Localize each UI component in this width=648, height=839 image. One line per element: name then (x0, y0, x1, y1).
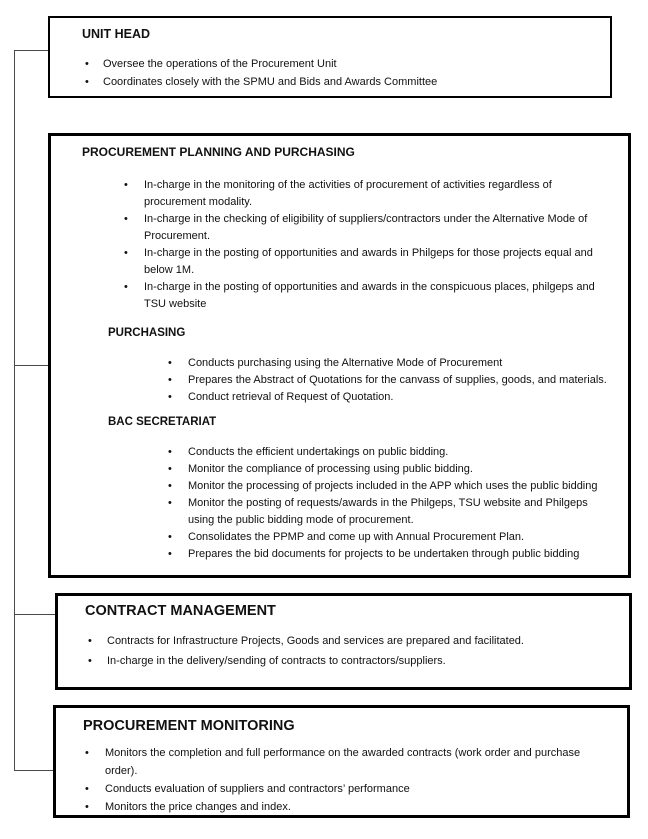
list-item-text: Conducts evaluation of suppliers and contractors’ performance (105, 783, 410, 795)
list-item-text: Monitors the completion and full performance on the awarded contracts (work order and purchase order). (105, 747, 581, 777)
bullet-icon: • (168, 374, 172, 386)
list-item (168, 478, 614, 495)
contract-management-list (88, 631, 609, 671)
connector-stub-contract (14, 614, 55, 615)
bullet-icon: • (168, 531, 172, 543)
list-item-text: Monitors the price changes and index. (105, 801, 291, 813)
procurement-planning-box (48, 133, 631, 578)
connector-stub-planning (14, 365, 49, 366)
list-item-text: Monitor the processing of projects included in the APP which uses the public bidding (188, 480, 598, 492)
list-item (168, 389, 614, 406)
procurement-monitoring-list (85, 744, 597, 816)
bullet-icon: • (168, 357, 172, 369)
list-item (168, 372, 614, 389)
bullet-icon: • (168, 497, 172, 509)
list-item-text: In-charge in the checking of eligibility of suppliers/contractors under the Alternative Mode of Procurement. (144, 213, 588, 242)
procurement-monitoring-box (53, 705, 630, 818)
bullet-icon: • (85, 747, 89, 759)
contract-management-box (55, 593, 632, 690)
list-item-text: Prepares the Abstract of Quotations for the canvass of supplies, goods, and materials. (188, 374, 607, 386)
list-item (124, 177, 616, 211)
list-item (85, 55, 600, 73)
list-item-text: Contracts for Infrastructure Projects, Goods and services are prepared and facilitated. (107, 635, 524, 647)
list-item-text: In-charge in the posting of opportunities and awards in the conspicuous places, philgeps and TSU website (144, 281, 595, 310)
bullet-icon: • (88, 655, 92, 667)
list-item-text: Coordinates closely with the SPMU and Bids and Awards Committee (103, 76, 438, 88)
bullet-icon: • (85, 58, 89, 70)
connector-stub-unit-head (14, 50, 48, 51)
unit-head-box (48, 16, 612, 98)
list-item-text: Monitor the compliance of processing using public bidding. (188, 463, 473, 475)
bullet-icon: • (85, 783, 89, 795)
bullet-icon: • (124, 213, 128, 225)
list-item-text: In-charge in the monitoring of the activities of procurement of activities regardless of procurement modality. (144, 179, 552, 208)
bullet-icon: • (124, 281, 128, 293)
list-item-text: Conducts purchasing using the Alternative Mode of Procurement (188, 357, 503, 369)
unit-head-list (85, 55, 600, 91)
bullet-icon: • (88, 635, 92, 647)
bullet-icon: • (124, 179, 128, 191)
bullet-icon: • (168, 548, 172, 560)
list-item (168, 529, 614, 546)
procurement-planning-list (124, 177, 616, 313)
bullet-icon: • (85, 76, 89, 88)
procurement-monitoring-title: PROCUREMENT MONITORING (83, 718, 295, 734)
purchasing-subtitle: PURCHASING (108, 327, 186, 339)
list-item-text: Consolidates the PPMP and come up with Annual Procurement Plan. (188, 531, 525, 543)
unit-head-title: UNIT HEAD (82, 27, 151, 41)
bullet-icon: • (168, 463, 172, 475)
bullet-icon: • (124, 247, 128, 259)
list-item (168, 355, 614, 372)
list-item (85, 744, 597, 780)
list-item-text: Monitor the posting of requests/awards in the Philgeps, TSU website and Philgeps using the public bidding mode of procurement. (188, 497, 588, 526)
list-item (85, 780, 597, 798)
list-item (124, 211, 616, 245)
list-item (168, 495, 614, 529)
connector-stub-monitoring (14, 770, 53, 771)
list-item-text: In-charge in the posting of opportunities and awards in Philgeps for those projects equal and below 1M. (144, 247, 593, 276)
bac-secretariat-subtitle: BAC SECRETARIAT (108, 416, 217, 428)
list-item (85, 798, 597, 816)
connector-spine (14, 50, 15, 770)
list-item (124, 245, 616, 279)
list-item (168, 546, 614, 563)
list-item (168, 461, 614, 478)
bac-secretariat-list (168, 444, 614, 563)
bullet-icon: • (85, 801, 89, 813)
procurement-planning-title: PROCUREMENT PLANNING AND PURCHASING (82, 145, 355, 159)
list-item-text: Oversee the operations of the Procurement Unit (103, 58, 337, 70)
bullet-icon: • (168, 480, 172, 492)
list-item (88, 631, 609, 651)
list-item (85, 73, 600, 91)
contract-management-title: CONTRACT MANAGEMENT (85, 603, 276, 619)
list-item-text: Prepares the bid documents for projects to be undertaken through public bidding (188, 548, 580, 560)
list-item (124, 279, 616, 313)
purchasing-list (168, 355, 614, 406)
list-item-text: Conduct retrieval of Request of Quotation. (188, 391, 394, 403)
bullet-icon: • (168, 391, 172, 403)
list-item-text: Conducts the efficient undertakings on public bidding. (188, 446, 449, 458)
list-item (168, 444, 614, 461)
list-item (88, 651, 609, 671)
bullet-icon: • (168, 446, 172, 458)
list-item-text: In-charge in the delivery/sending of contracts to contractors/suppliers. (107, 655, 446, 667)
